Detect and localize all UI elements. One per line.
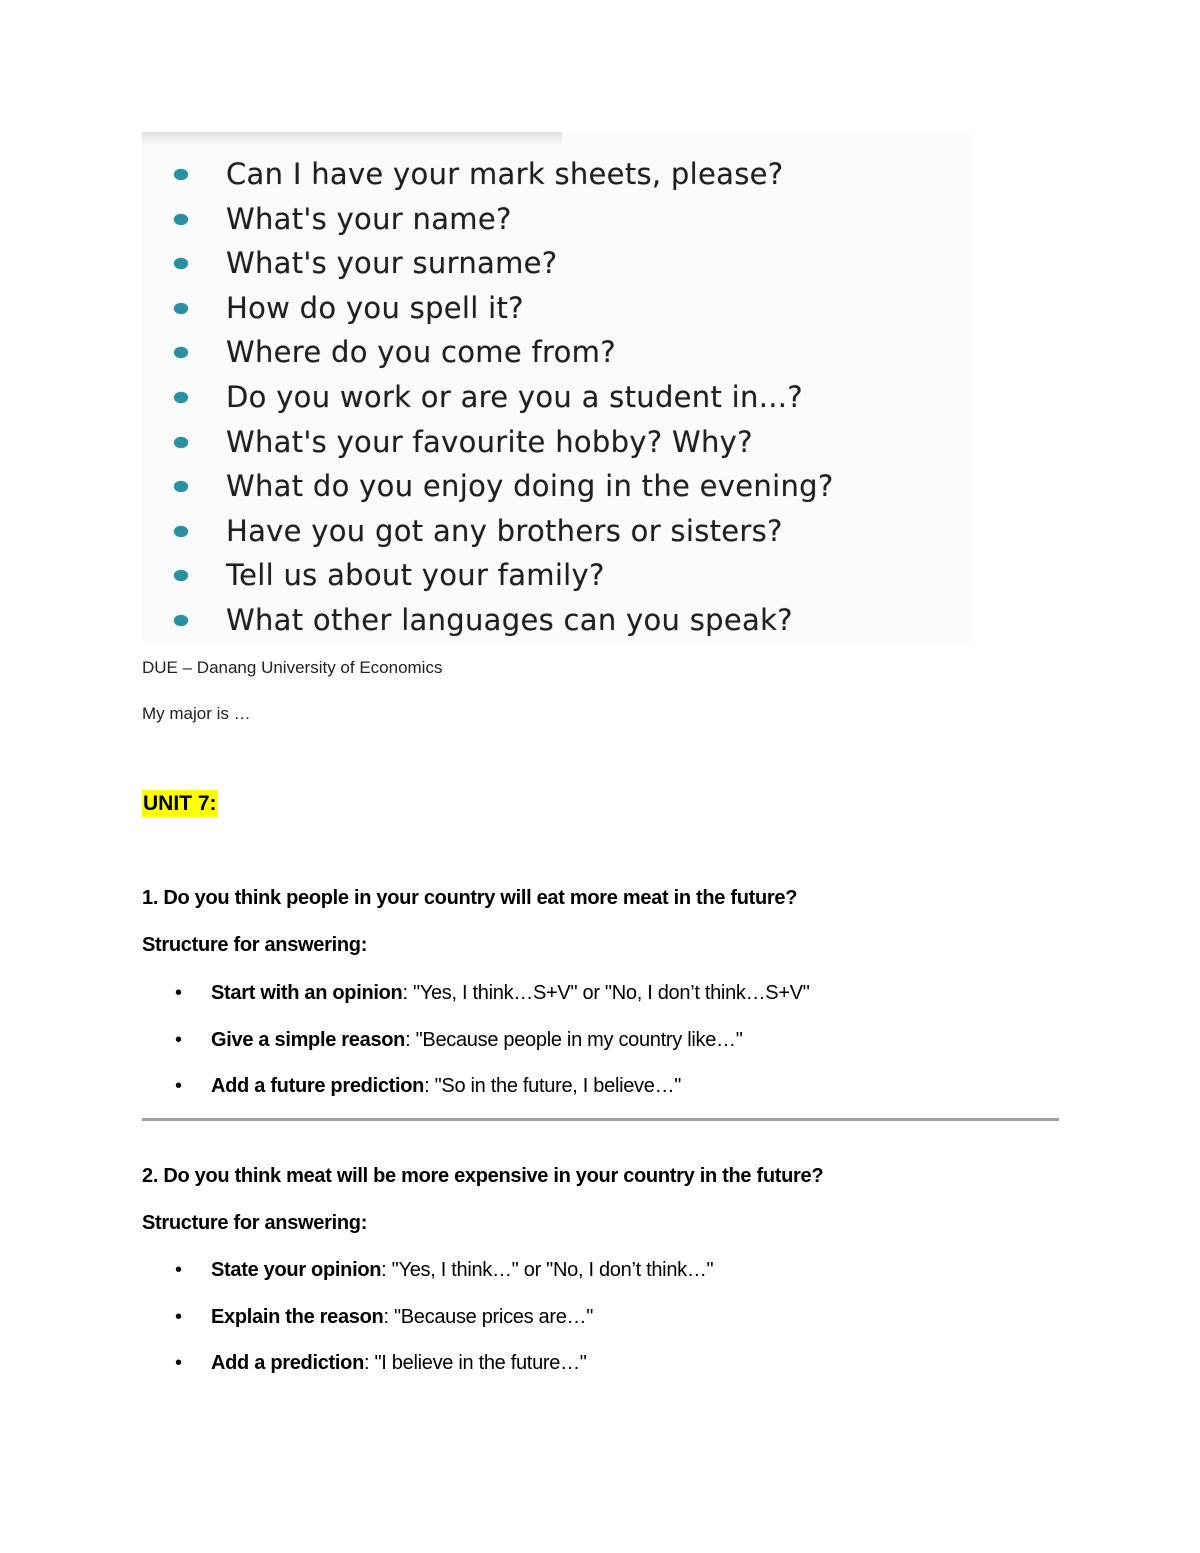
bullet-label: Explain the reason (211, 1306, 384, 1328)
bullet-dot-icon (174, 570, 188, 581)
bullet-dot-icon (174, 615, 188, 626)
bullet-text: : "So in the future, I believe…" (424, 1075, 682, 1097)
horizontal-divider (142, 1118, 1059, 1121)
questions-list (142, 152, 834, 643)
unit-title: UNIT 7: (143, 792, 217, 815)
bullet-text: : "Because prices are…" (383, 1306, 594, 1328)
bullet-label: Add a future prediction (211, 1075, 425, 1097)
question-item: Where do you come from? (142, 330, 834, 375)
due-note: DUE – Danang University of Economics (142, 658, 443, 677)
question-item: Can I have your mark sheets, please? (142, 152, 834, 197)
bullet-icon: • (175, 1352, 182, 1374)
bullet-icon: • (175, 1306, 182, 1328)
bullet-dot-icon (174, 169, 188, 180)
question-item: What other languages can you speak? (142, 598, 834, 643)
question-item: How do you spell it? (142, 286, 834, 331)
bullet-text: : "Yes, I think…" or "No, I don’t think…" (381, 1259, 714, 1281)
section2-structure-label: Structure for answering: (142, 1212, 368, 1234)
bullet-text: : "I believe in the future…" (363, 1352, 587, 1374)
bullet-label: Start with an opinion (211, 982, 403, 1004)
question-item: What's your favourite hobby? Why? (142, 420, 834, 465)
bullet-dot-icon (174, 347, 188, 358)
bullet-dot-icon (174, 437, 188, 448)
question-item: What do you enjoy doing in the evening? (142, 464, 834, 509)
major-note: My major is … (142, 704, 251, 723)
bullet-dot-icon (174, 392, 188, 403)
bullet-dot-icon (174, 258, 188, 269)
section2-question: 2. Do you think meat will be more expensive in your country in the future? (142, 1165, 824, 1187)
bullet-label: State your opinion (211, 1259, 382, 1281)
section1-question: 1. Do you think people in your country will eat more meat in the future? (142, 887, 798, 909)
bullet-text: : "Because people in my country like…" (405, 1029, 743, 1051)
bullet-label: Add a prediction (211, 1352, 364, 1374)
bullet-dot-icon (174, 303, 188, 314)
unit-heading (142, 792, 218, 816)
bullet-icon: • (175, 1075, 182, 1097)
cropped-heading-remnant (142, 132, 562, 146)
bullet-icon: • (175, 1259, 182, 1281)
section1-structure-label: Structure for answering: (142, 934, 368, 956)
bullet-icon: • (175, 1029, 182, 1051)
question-item: Have you got any brothers or sisters? (142, 509, 834, 554)
bullet-label: Give a simple reason (211, 1029, 406, 1051)
question-item: Do you work or are you a student in...? (142, 375, 834, 420)
bullet-icon: • (175, 982, 182, 1004)
questions-image (142, 132, 972, 642)
bullet-dot-icon (174, 214, 188, 225)
question-item: What's your surname? (142, 241, 834, 286)
bullet-dot-icon (174, 481, 188, 492)
bullet-dot-icon (174, 526, 188, 537)
question-item: What's your name? (142, 197, 834, 242)
question-item: Tell us about your family? (142, 553, 834, 598)
bullet-text: : "Yes, I think…S+V" or "No, I don’t think…S+V" (402, 982, 810, 1004)
